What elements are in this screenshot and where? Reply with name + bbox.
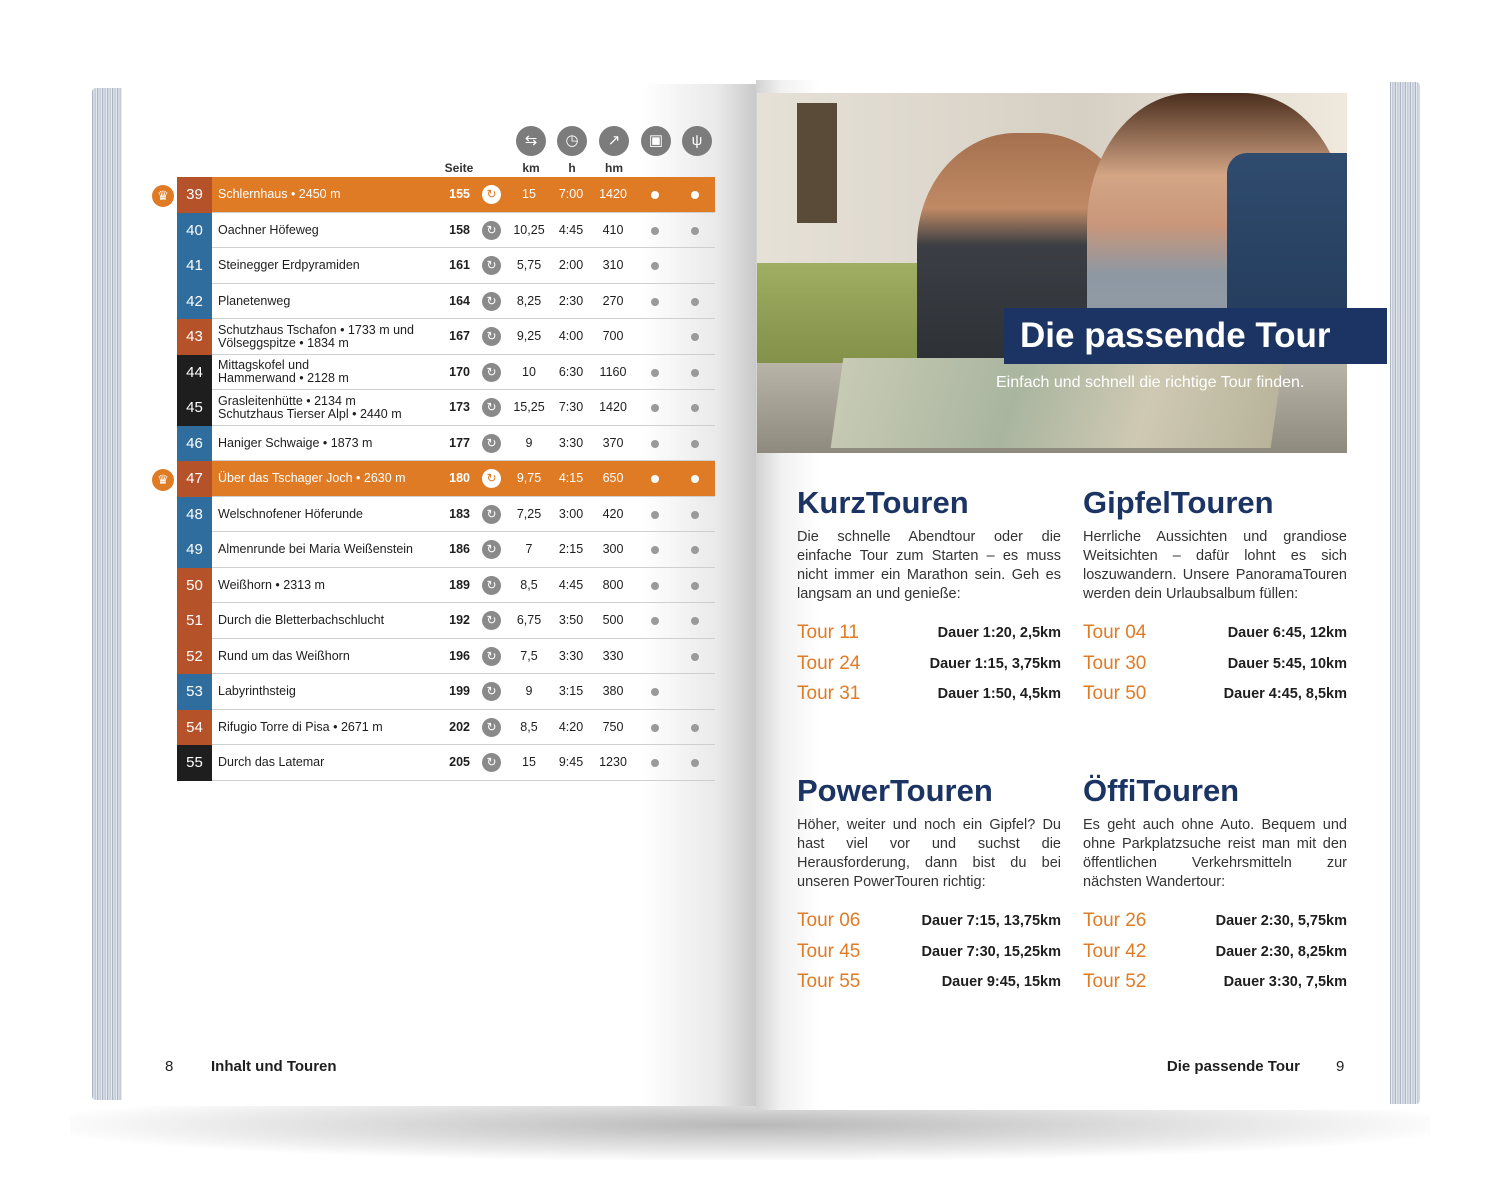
tour-duration: Dauer 5:45, 10km — [1227, 655, 1347, 672]
tour-elevation: 700 — [602, 329, 624, 343]
tour-number: 40 — [177, 213, 212, 249]
tour-number: 44 — [177, 355, 212, 391]
tour-elevation: 370 — [602, 435, 624, 450]
bus-dot — [651, 404, 659, 412]
tour-item[interactable] — [797, 937, 1061, 968]
tour-type-icon: ↻ — [482, 363, 501, 382]
tour-page: 192 — [449, 613, 470, 627]
food-dot — [691, 475, 699, 483]
tour-title: Rund um das Weißhorn — [218, 648, 350, 663]
tour-duration: Dauer 1:50, 4,5km — [937, 686, 1061, 703]
table-row[interactable] — [0, 639, 760, 675]
tour-hours: 7:00 — [558, 187, 584, 201]
tour-hours: 2:15 — [558, 542, 584, 556]
table-row[interactable] — [0, 390, 760, 426]
section-text: Herrliche Aussichten und grandiose Weitsichten – dafür lohnt es sich loszuwandern. Unsere PanoramaTouren werden dein Urlaubsalbum füllen: — [1083, 529, 1347, 602]
tour-page: 173 — [449, 400, 470, 414]
bus-dot — [651, 688, 659, 696]
tour-elevation: 310 — [602, 258, 624, 272]
tour-hours: 4:00 — [558, 329, 584, 343]
table-row[interactable] — [0, 568, 760, 604]
tour-name: Tour 11 — [797, 622, 859, 644]
tour-list — [1083, 618, 1347, 710]
tour-km: 8,5 — [520, 577, 538, 592]
bus-dot — [651, 369, 659, 377]
table-header — [0, 126, 760, 178]
tour-elevation: 800 — [602, 577, 624, 592]
tour-title: Schlernhaus • 2450 m — [218, 187, 341, 202]
banner-subtitle: Einfach und schnell die richtige Tour finden. — [996, 374, 1305, 391]
food-dot — [691, 404, 699, 412]
tour-title: Almenrunde bei Maria Weißenstein — [218, 542, 414, 557]
table-row[interactable] — [0, 177, 760, 213]
section-powertouren — [797, 774, 1061, 998]
tour-item[interactable] — [1083, 937, 1347, 968]
header-h: h — [568, 161, 576, 175]
table-row[interactable] — [0, 603, 760, 639]
tour-item[interactable] — [797, 679, 1061, 710]
banner-title: Die passende Tour — [1004, 308, 1387, 364]
ascent-arrow-icon: ↗ — [599, 126, 629, 156]
food-dot — [691, 546, 699, 554]
tour-type-icon: ↻ — [482, 718, 501, 737]
bus-dot — [651, 440, 659, 448]
tour-type-icon: ↻ — [482, 292, 501, 311]
tour-title: Weißhorn • 2313 m — [218, 577, 325, 592]
table-row[interactable] — [0, 355, 760, 391]
fork-knife-icon: ψ — [682, 126, 712, 156]
tour-number: 54 — [177, 710, 212, 746]
tour-page: 205 — [449, 755, 470, 769]
section-heading: PowerTouren — [797, 773, 993, 808]
table-row[interactable] — [0, 745, 760, 781]
tour-type-icon: ↻ — [482, 221, 501, 240]
section-oeffitouren — [1083, 774, 1347, 998]
tour-name: Tour 24 — [797, 652, 861, 674]
food-dot — [691, 759, 699, 767]
tour-duration: Dauer 7:15, 13,75km — [921, 913, 1061, 930]
tour-number: 45 — [177, 390, 212, 426]
tour-type-icon: ↻ — [482, 576, 501, 595]
hero-photo — [757, 93, 1347, 453]
tour-number: 39 — [177, 177, 212, 213]
bus-dot — [651, 546, 659, 554]
tour-page: 158 — [449, 222, 470, 237]
header-hm: hm — [605, 161, 623, 175]
tour-elevation: 500 — [602, 613, 624, 627]
tour-km: 9 — [525, 684, 533, 698]
tour-type-icon: ↻ — [482, 611, 501, 630]
tour-elevation: 750 — [602, 719, 624, 734]
tour-number: 43 — [177, 319, 212, 355]
tour-name: Tour 30 — [1083, 652, 1147, 674]
tour-page: 183 — [449, 506, 470, 521]
section-heading: GipfelTouren — [1083, 485, 1274, 520]
tour-hours: 9:45 — [558, 755, 584, 769]
tour-elevation: 330 — [602, 648, 624, 663]
tour-item[interactable] — [797, 906, 1061, 937]
tour-page: 155 — [449, 187, 470, 201]
tour-item[interactable] — [797, 618, 1061, 649]
table-row[interactable] — [0, 532, 760, 568]
tour-duration: Dauer 2:30, 5,75km — [1215, 913, 1347, 930]
tour-page: 189 — [449, 577, 470, 592]
tour-elevation: 1160 — [599, 364, 627, 379]
tour-type-icon: ↻ — [482, 469, 501, 488]
tour-type-icon: ↻ — [482, 753, 501, 772]
tour-name: Tour 26 — [1083, 910, 1147, 932]
tour-page: 161 — [449, 258, 470, 272]
tour-title: Durch das Latemar — [218, 755, 325, 770]
crown-icon: ♛ — [152, 185, 174, 207]
table-row[interactable] — [0, 461, 760, 497]
tour-km: 9,75 — [516, 471, 542, 485]
tour-name: Tour 31 — [797, 683, 861, 705]
tour-title: Über das Tschager Joch • 2630 m — [218, 471, 406, 486]
tour-km: 6,75 — [516, 613, 542, 627]
running-title-right: Die passende Tour — [1166, 1058, 1300, 1075]
tour-item[interactable] — [1083, 618, 1347, 649]
tour-km: 8,5 — [520, 719, 538, 734]
tour-page: 180 — [449, 471, 470, 485]
tour-type-icon: ↻ — [482, 682, 501, 701]
tour-title: Haniger Schwaige • 1873 m — [218, 435, 373, 450]
tour-hours: 3:50 — [558, 613, 584, 627]
tour-elevation: 650 — [602, 471, 624, 485]
tour-page: 167 — [449, 329, 470, 343]
table-row[interactable] — [0, 248, 760, 284]
tour-km: 7,25 — [516, 506, 542, 521]
section-heading: ÖffiTouren — [1083, 773, 1240, 808]
page-number-right: 9 — [1336, 1058, 1345, 1075]
tour-name: Tour 42 — [1083, 940, 1147, 962]
tour-title: Mittagskofel und Hammerwand • 2128 m — [218, 358, 349, 386]
tour-hours: 4:45 — [558, 222, 584, 237]
tour-elevation: 410 — [602, 222, 624, 237]
tour-name: Tour 50 — [1083, 683, 1147, 705]
food-dot — [691, 298, 699, 306]
table-row[interactable] — [0, 319, 760, 355]
tour-title: Planetenweg — [218, 293, 291, 308]
tour-title: Oachner Höfeweg — [218, 222, 319, 237]
table-row[interactable] — [0, 426, 760, 462]
bus-dot — [651, 617, 659, 625]
section-gipfeltouren — [1083, 486, 1347, 710]
header-seite: Seite — [444, 161, 474, 175]
bus-dot — [651, 191, 659, 199]
bus-icon: ▣ — [641, 126, 671, 156]
table-row[interactable] — [0, 674, 760, 710]
tour-type-icon: ↻ — [482, 256, 501, 275]
tour-type-icon: ↻ — [482, 327, 501, 346]
tour-km: 10 — [522, 364, 536, 379]
tour-page: 186 — [449, 542, 470, 556]
tour-hours: 2:00 — [558, 258, 584, 272]
tour-number: 51 — [177, 603, 212, 639]
tour-page: 196 — [449, 648, 470, 663]
tour-type-icon: ↻ — [482, 398, 501, 417]
tour-elevation: 380 — [602, 684, 624, 698]
tour-item[interactable] — [797, 967, 1061, 998]
bus-dot — [651, 511, 659, 519]
tour-type-icon: ↻ — [482, 434, 501, 453]
clock-icon: ◷ — [557, 126, 587, 156]
tour-duration: Dauer 9:45, 15km — [941, 974, 1061, 991]
tour-hours: 4:45 — [558, 577, 584, 592]
tour-list — [797, 618, 1061, 710]
tour-type-icon: ↻ — [482, 505, 501, 524]
tour-elevation: 1420 — [599, 400, 627, 414]
section-heading: KurzTouren — [797, 485, 969, 520]
food-dot — [691, 617, 699, 625]
table-row[interactable] — [0, 710, 760, 746]
tour-km: 9 — [525, 435, 533, 450]
tour-title: Welschnofener Höferunde — [218, 506, 363, 521]
tour-hours: 7:30 — [558, 400, 584, 414]
tour-type-icon: ↻ — [482, 540, 501, 559]
tour-name: Tour 52 — [1083, 971, 1147, 993]
table-row[interactable] — [0, 497, 760, 533]
tour-title: Labyrinthsteig — [218, 684, 296, 699]
food-dot — [691, 227, 699, 235]
table-row[interactable] — [0, 213, 760, 249]
bus-dot — [651, 582, 659, 590]
tour-duration: Dauer 2:30, 8,25km — [1215, 943, 1347, 960]
tour-type-icon: ↻ — [482, 647, 501, 666]
photo-map — [831, 358, 1284, 448]
tour-name: Tour 04 — [1083, 622, 1147, 644]
tour-duration: Dauer 1:15, 3,75km — [929, 655, 1061, 672]
tour-number: 42 — [177, 284, 212, 320]
tour-km: 8,25 — [516, 293, 542, 308]
tour-item[interactable] — [1083, 649, 1347, 680]
tour-km: 10,25 — [513, 222, 545, 237]
tour-duration: Dauer 7:30, 15,25km — [921, 943, 1061, 960]
tour-list — [797, 906, 1061, 998]
tour-number: 52 — [177, 639, 212, 675]
table-row[interactable] — [0, 284, 760, 320]
tour-type-icon: ↻ — [482, 185, 501, 204]
tour-hours: 2:30 — [558, 293, 584, 308]
tour-number: 46 — [177, 426, 212, 462]
tour-elevation: 300 — [602, 542, 624, 556]
section-text: Die schnelle Abendtour oder die einfache Tour zum Starten – es muss nicht immer ein Marathon sein. Geh es langsam an und genieße: — [797, 529, 1061, 602]
tour-hours: 3:30 — [558, 648, 584, 663]
food-dot — [691, 333, 699, 341]
food-dot — [691, 440, 699, 448]
tour-page: 170 — [449, 364, 470, 379]
header-km: km — [522, 161, 540, 175]
tour-number: 47 — [177, 461, 212, 497]
tour-title: Schutzhaus Tschafon • 1733 m und Völseggspitze • 1834 m — [218, 322, 414, 350]
page-number-left: 8 — [165, 1058, 174, 1075]
tour-item[interactable] — [1083, 906, 1347, 937]
food-dot — [691, 582, 699, 590]
tour-item[interactable] — [797, 649, 1061, 680]
bus-dot — [651, 262, 659, 270]
tour-duration: Dauer 6:45, 12km — [1227, 625, 1347, 642]
tour-km: 9,25 — [516, 329, 542, 343]
food-dot — [691, 369, 699, 377]
crown-icon: ♛ — [152, 469, 174, 491]
bus-dot — [651, 298, 659, 306]
signpost-icon: ⇆ — [516, 126, 546, 156]
tour-number: 49 — [177, 532, 212, 568]
tour-number: 53 — [177, 674, 212, 710]
tour-title: Rifugio Torre di Pisa • 2671 m — [218, 719, 383, 734]
bus-dot — [651, 475, 659, 483]
tour-elevation: 1420 — [599, 187, 627, 201]
tour-number: 55 — [177, 745, 212, 781]
tour-title: Steinegger Erdpyramiden — [218, 258, 360, 273]
tour-page: 199 — [449, 684, 470, 698]
tour-name: Tour 45 — [797, 940, 861, 962]
tour-km: 15 — [522, 187, 536, 201]
bus-dot — [651, 759, 659, 767]
tour-duration: Dauer 4:45, 8,5km — [1223, 686, 1347, 703]
tour-km: 15,25 — [513, 400, 545, 414]
tour-page: 202 — [449, 719, 470, 734]
section-kurztouren — [797, 486, 1061, 710]
tour-hours: 4:15 — [558, 471, 584, 485]
tour-elevation: 420 — [602, 506, 624, 521]
tour-km: 5,75 — [516, 258, 542, 272]
food-dot — [691, 724, 699, 732]
food-dot — [691, 191, 699, 199]
bus-dot — [651, 724, 659, 732]
section-text: Es geht auch ohne Auto. Bequem und ohne Parkplatzsuche reist man mit den öffentlichen Verkehrsmitteln zur nächsten Wandertour: — [1083, 817, 1347, 890]
tour-elevation: 1230 — [599, 755, 627, 769]
tour-title: Durch die Bletterbachschlucht — [218, 613, 385, 628]
photo-window-shutter — [797, 103, 837, 223]
food-dot — [691, 653, 699, 661]
tour-hours: 4:20 — [558, 719, 584, 734]
food-dot — [691, 511, 699, 519]
tour-name: Tour 06 — [797, 910, 861, 932]
tour-km: 15 — [522, 755, 536, 769]
book-edge-right — [1386, 82, 1420, 1104]
tour-hours: 6:30 — [558, 364, 584, 379]
tour-number: 41 — [177, 248, 212, 284]
tour-number: 48 — [177, 497, 212, 533]
tour-title: Grasleitenhütte • 2134 m Schutzhaus Tierser Alpl • 2440 m — [218, 393, 402, 421]
tour-hours: 3:15 — [558, 684, 584, 698]
tour-item[interactable] — [1083, 967, 1347, 998]
tour-hours: 3:30 — [558, 435, 584, 450]
tour-km: 7,5 — [520, 648, 538, 663]
tour-number: 50 — [177, 568, 212, 604]
running-title-left: Inhalt und Touren — [211, 1058, 337, 1075]
bus-dot — [651, 227, 659, 235]
tour-duration: Dauer 3:30, 7,5km — [1223, 974, 1347, 991]
tour-page: 164 — [449, 293, 470, 308]
section-text: Höher, weiter und noch ein Gipfel? Du hast viel vor und suchst die Herausforderung, dann bist du bei unseren PowerTouren richtig: — [797, 817, 1061, 890]
tour-item[interactable] — [1083, 679, 1347, 710]
tour-list — [1083, 906, 1347, 998]
tour-page: 177 — [449, 435, 470, 450]
tour-hours: 3:00 — [558, 506, 584, 521]
tour-name: Tour 55 — [797, 971, 861, 993]
tour-km: 7 — [525, 542, 533, 556]
tour-elevation: 270 — [602, 293, 624, 308]
tour-duration: Dauer 1:20, 2,5km — [937, 625, 1061, 642]
